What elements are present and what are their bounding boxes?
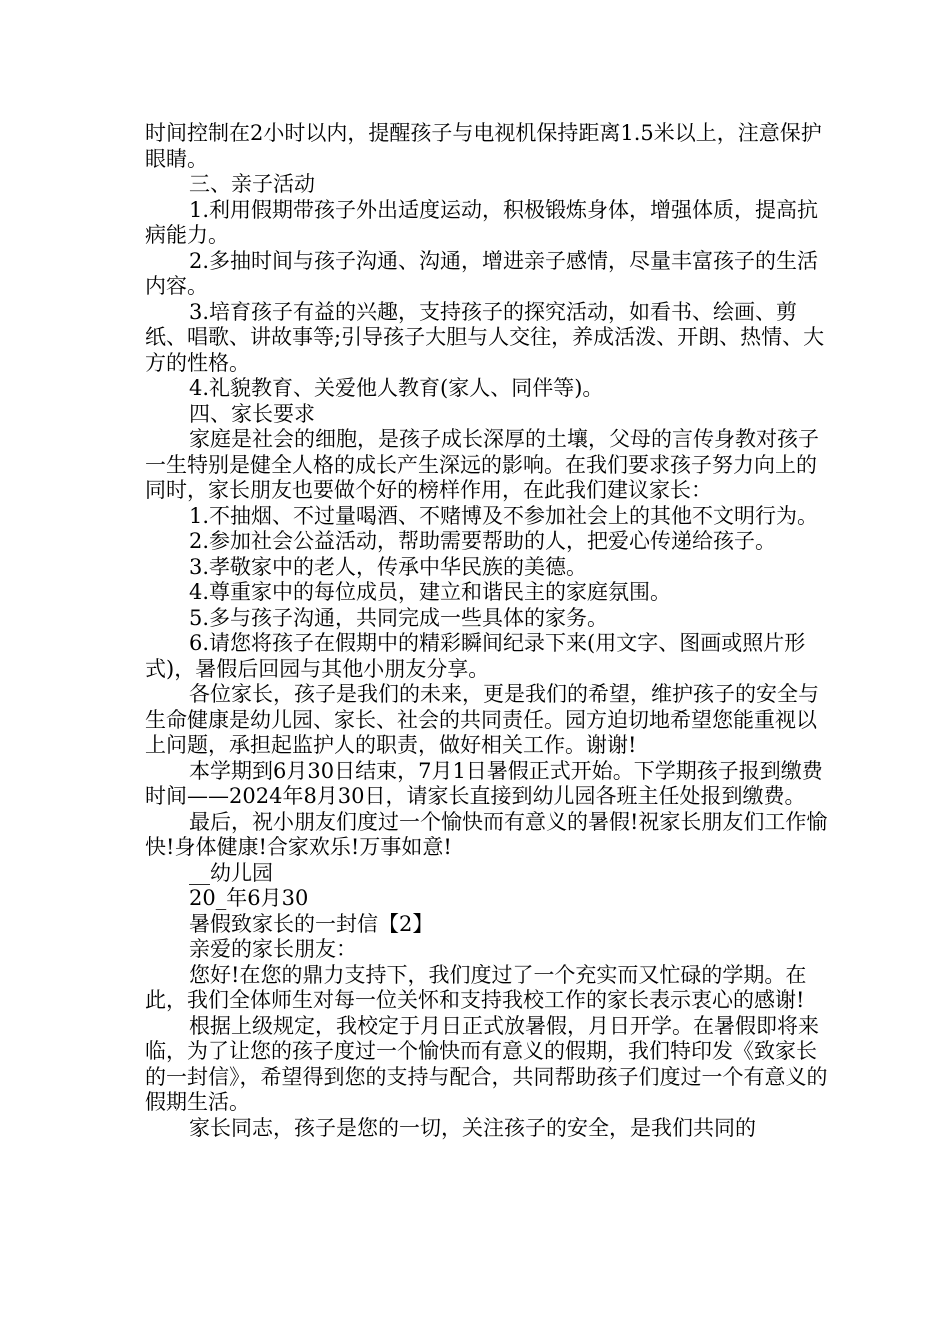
- paragraph: 本学期到6月30日结束，7月1日暑假正式开始。下学期孩子报到缴费时间——2024年8月30日，请家长直接到幼儿园各班主任处报到缴费。: [145, 758, 823, 808]
- list-item: 5.多与孩子沟通，共同完成一些具体的家务。: [189, 605, 609, 630]
- paragraph: 家庭是社会的细胞，是孩子成长深厚的土壤，父母的言传身教对孩子一生特别是健全人格的成长产生深远的影响。在我们要求孩子努力向上的同时，家长朋友也要做个好的榜样作用，在此我们建议家长：: [145, 427, 819, 502]
- list-item: 2.参加社会公益活动，帮助需要帮助的人，把爱心传递给孩子。: [189, 529, 777, 553]
- paragraph: 您好!在您的鼎力支持下，我们度过了一个充实而又忙碌的学期。在此，我们全体师生对每一位关怀和支持我校工作的家长表示衷心的感谢!: [145, 962, 807, 1012]
- paragraph: 根据上级规定，我校定于月日正式放暑假，月日开学。在暑假即将来临，为了让您的孩子度过一个愉快而有意义的假期，我们特印发《致家长的一封信》，希望得到您的支持与配合，共同帮助孩子们度过一个有意义的假期生活。: [145, 1013, 828, 1114]
- paragraph: 各位家长，孩子是我们的未来，更是我们的希望，维护孩子的安全与生命健康是幼儿园、家长、社会的共同责任。园方迫切地希望您能重视以上问题，承担起监护人的职责，做好相关工作。谢谢!: [145, 682, 819, 757]
- letter-title: 暑假致家长的一封信【2】: [189, 911, 434, 936]
- list-item: 3.孝敬家中的老人，传承中华民族的美德。: [189, 554, 588, 579]
- section-heading-parent-requirements: 四、家长要求: [189, 401, 315, 426]
- paragraph: 最后，祝小朋友们度过一个愉快而有意义的暑假!祝家长朋友们工作愉快!身体健康!合家欢乐!万事如意!: [145, 809, 828, 859]
- list-item: 1.利用假期带孩子外出适度运动，积极锻炼身体，增强体质，提高抗病能力。: [145, 197, 819, 247]
- list-item: 1.不抽烟、不过量喝酒、不赌博及不参加社会上的其他不文明行为。: [189, 503, 819, 528]
- signature-date: 20_年6月30: [189, 886, 309, 910]
- letter-body: [145, 121, 835, 1141]
- salutation: 亲爱的家长朋友：: [189, 937, 357, 961]
- paragraph: 家长同志，孩子是您的一切，关注孩子的安全，是我们共同的: [189, 1115, 756, 1140]
- section-heading-parent-child-activities: 三、亲子活动: [189, 172, 315, 196]
- signature-kindergarten: __幼儿园: [189, 860, 273, 885]
- list-item: 3.培育孩子有益的兴趣，支持孩子的探究活动，如看书、绘画、剪纸、唱歌、讲故事等;引导孩子大胆与人交往，养成活泼、开朗、热情、大方的性格。: [145, 299, 825, 375]
- list-item: 2.多抽时间与孩子沟通、沟通，增进亲子感情，尽量丰富孩子的生活内容。: [145, 248, 819, 298]
- list-item: 4.尊重家中的每位成员，建立和谐民主的家庭氛围。: [189, 580, 672, 604]
- list-item: 6.请您将孩子在假期中的精彩瞬间纪录下来(用文字、图画或照片形式)，暑假后回园与其他小朋友分享。: [145, 631, 806, 681]
- list-item: 4.礼貌教育、关爱他人教育(家人、同伴等)。: [189, 376, 604, 400]
- paragraph: 时间控制在2小时以内，提醒孩子与电视机保持距离1.5米以上，注意保护眼睛。: [145, 121, 822, 171]
